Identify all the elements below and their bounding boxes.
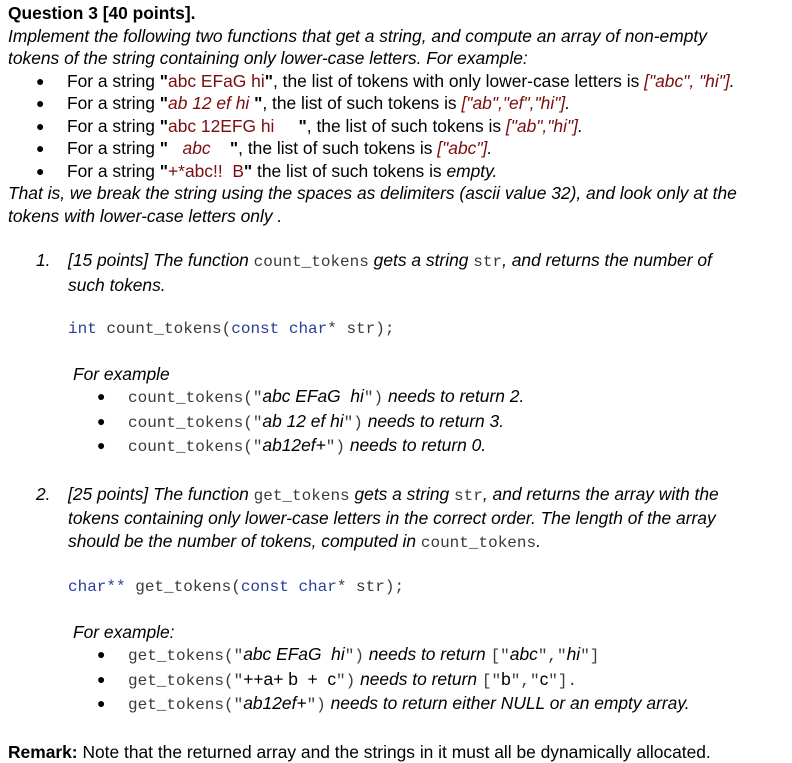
list-item: ● count_tokens("ab 12 ef hi") needs to return 3.: [8, 410, 788, 435]
list-item: ● count_tokens("abc EFaG hi") needs to return 2.: [8, 385, 788, 410]
part2-desc-line-2: tokens containing only lower-case letters in the correct order. The length of the array: [8, 507, 788, 530]
bullet-icon: ●: [36, 115, 44, 138]
intro-line-1: Implement the following two functions that get a string, and compute an array of non-empty: [8, 25, 788, 48]
bullet-icon: ●: [97, 385, 105, 408]
part1-desc: 1. [15 points] The function count_tokens gets a string str, and returns the number of: [8, 249, 788, 274]
bullet-icon: ●: [36, 160, 44, 183]
part1-example-label: For example: [8, 363, 788, 386]
list-item: ● count_tokens("ab12ef+") needs to return 0.: [8, 434, 788, 459]
part1-number: 1.: [36, 249, 51, 272]
question-title: Question 3 [40 points].: [8, 2, 788, 25]
bullet-icon: ●: [97, 643, 105, 666]
list-item: ● get_tokens("ab12ef+") needs to return either NULL or an empty array.: [8, 692, 788, 717]
part2-number: 2.: [36, 483, 51, 506]
part2-example-label: For example:: [8, 621, 788, 644]
list-item: ● For a string "ab 12 ef hi ", the list of such tokens is ["ab","ef","hi"].: [8, 92, 788, 115]
list-item: ● get_tokens("++a+ b + c") needs to return ["b","c"].: [8, 668, 788, 693]
part1-desc-line-2: such tokens.: [8, 274, 788, 297]
examples-list: [8, 70, 788, 183]
explanation-line-2: tokens with lower-case letters only .: [8, 205, 788, 228]
part2-desc: 2. [25 points] The function get_tokens gets a string str, and returns the array with the: [8, 483, 788, 508]
intro-line-2: tokens of the string containing only lower-case letters. For example:: [8, 47, 788, 70]
list-item: ● For a string "+*abc!! B" the list of such tokens is empty.: [8, 160, 788, 183]
question-document: [8, 2, 788, 763]
bullet-icon: ●: [97, 434, 105, 457]
list-item: ● For a string "abc EFaG hi", the list of tokens with only lower-case letters is ["abc", "hi"].: [8, 70, 788, 93]
part2-desc-line-3: should be the number of tokens, computed in count_tokens.: [8, 530, 788, 555]
explanation-line-1: That is, we break the string using the spaces as delimiters (ascii value 32), and look only at the: [8, 182, 788, 205]
part2-signature: char** get_tokens(const char* str);: [8, 576, 788, 599]
remark-label: Remark:: [8, 742, 78, 762]
bullet-icon: ●: [36, 70, 44, 93]
part2-examples: [8, 643, 788, 717]
list-item: ● get_tokens("abc EFaG hi") needs to return ["abc","hi"]: [8, 643, 788, 668]
list-item: ● For a string "abc 12EFG hi ", the list of such tokens is ["ab","hi"].: [8, 115, 788, 138]
bullet-icon: ●: [97, 668, 105, 691]
part1-signature: int count_tokens(const char* str);: [8, 318, 788, 341]
list-item: ● For a string " abc ", the list of such tokens is ["abc"].: [8, 137, 788, 160]
remark: Remark: Note that the returned array and the strings in it must all be dynamically allocated.: [8, 741, 788, 763]
part1-examples: [8, 385, 788, 459]
bullet-icon: ●: [36, 137, 44, 160]
bullet-icon: ●: [97, 410, 105, 433]
bullet-icon: ●: [36, 92, 44, 115]
bullet-icon: ●: [97, 692, 105, 715]
